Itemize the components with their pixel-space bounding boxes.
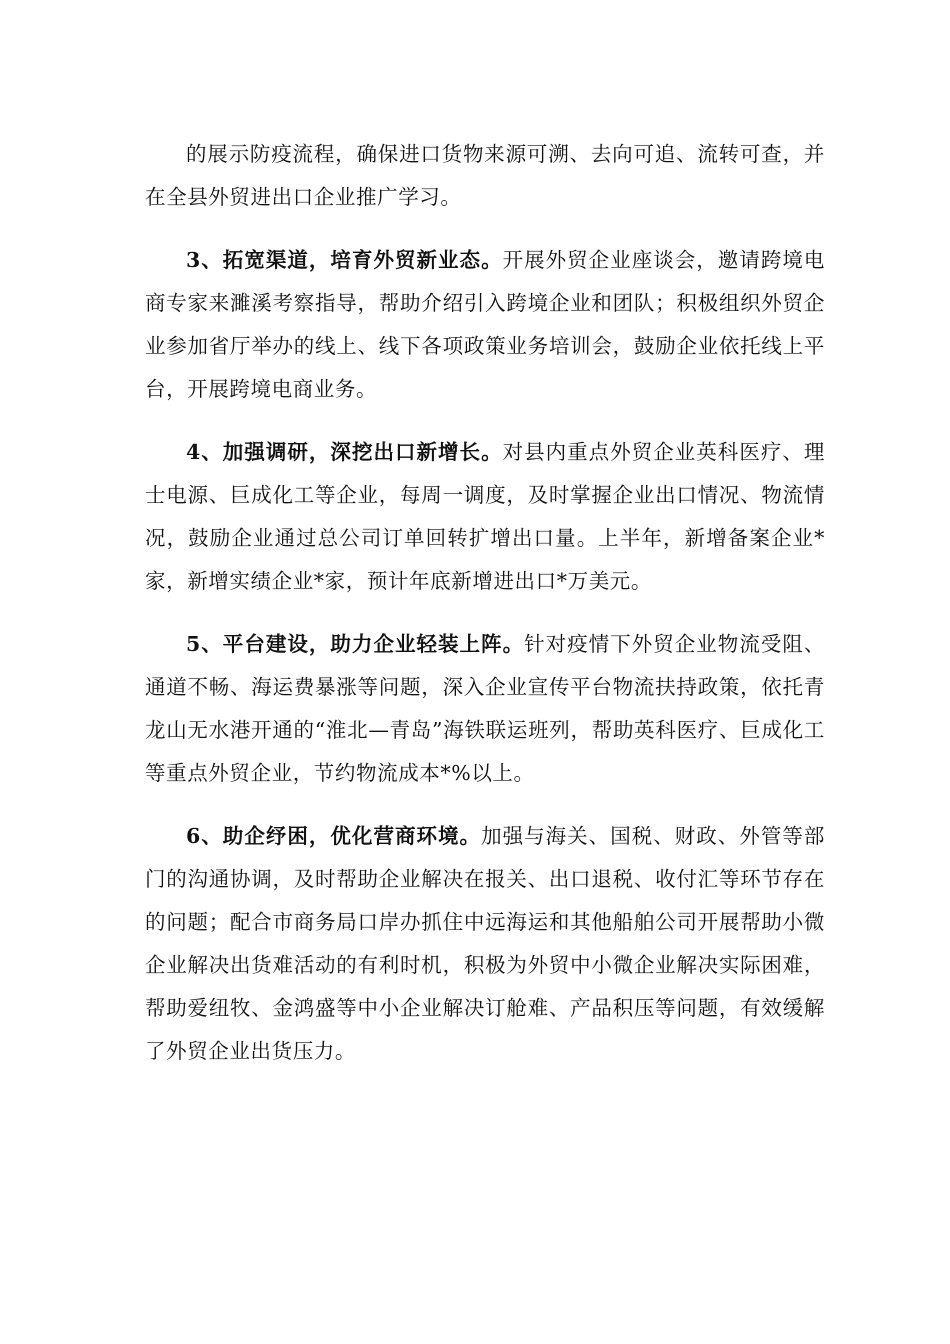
- paragraph-item-4: [145, 431, 825, 603]
- paragraph-text: 针对疫情下外贸企业物流受阻、通道不畅、海运费暴涨等问题，深入企业宣传平台物流扶持政策，依托青龙山无水港开通的“淮北—青岛”海铁联运班列，帮助英科医疗、巨成化工等重点外贸企业，节约物流成本*%以上。: [145, 632, 825, 785]
- paragraph-text: 开展外贸企业座谈会，邀请跨境电商专家来濉溪考察指导，帮助介绍引入跨境企业和团队；积极组织外贸企业参加省厅举办的线上、线下各项政策业务培训会，鼓励企业依托线上平台，开展跨境电商业务。: [145, 248, 825, 401]
- paragraph-item-5: [145, 623, 825, 795]
- paragraph-lead: 5、平台建设，助力企业轻装上阵。: [186, 632, 525, 656]
- paragraph-text: 加强与海关、国税、财政、外管等部门的沟通协调，及时帮助企业解决在报关、出口退税、收付汇等环节存在的问题；配合市商务局口岸办抓住中远海运和其他船舶公司开展帮助小微企业解决出货难活动的有利时机，积极为外贸中小微企业解决实际困难，帮助爱纽牧、金鸿盛等中小企业解决订舱难、产品积压等问题，有效缓解了外贸企业出货压力。: [145, 824, 825, 1063]
- paragraph-lead: 6、助企纾困，优化营商环境。: [186, 824, 482, 848]
- document-page: [145, 133, 825, 1093]
- paragraph-lead: 3、拓宽渠道，培育外贸新业态。: [186, 248, 503, 272]
- paragraph-text: 的展示防疫流程，确保进口货物来源可溯、去向可追、流转可查，并在全县外贸进出口企业推广学习。: [145, 142, 825, 209]
- paragraph-item-6: [145, 815, 825, 1073]
- paragraph-item-3: [145, 239, 825, 411]
- paragraph-lead: 4、加强调研，深挖出口新增长。: [186, 440, 503, 464]
- paragraph-text: 对县内重点外贸企业英科医疗、理士电源、巨成化工等企业，每周一调度，及时掌握企业出口情况、物流情况，鼓励企业通过总公司订单回转扩增出口量。上半年，新增备案企业*家，新增实绩企业*家，预计年底新增进出口*万美元。: [145, 440, 825, 593]
- paragraph-continuation: [145, 133, 825, 219]
